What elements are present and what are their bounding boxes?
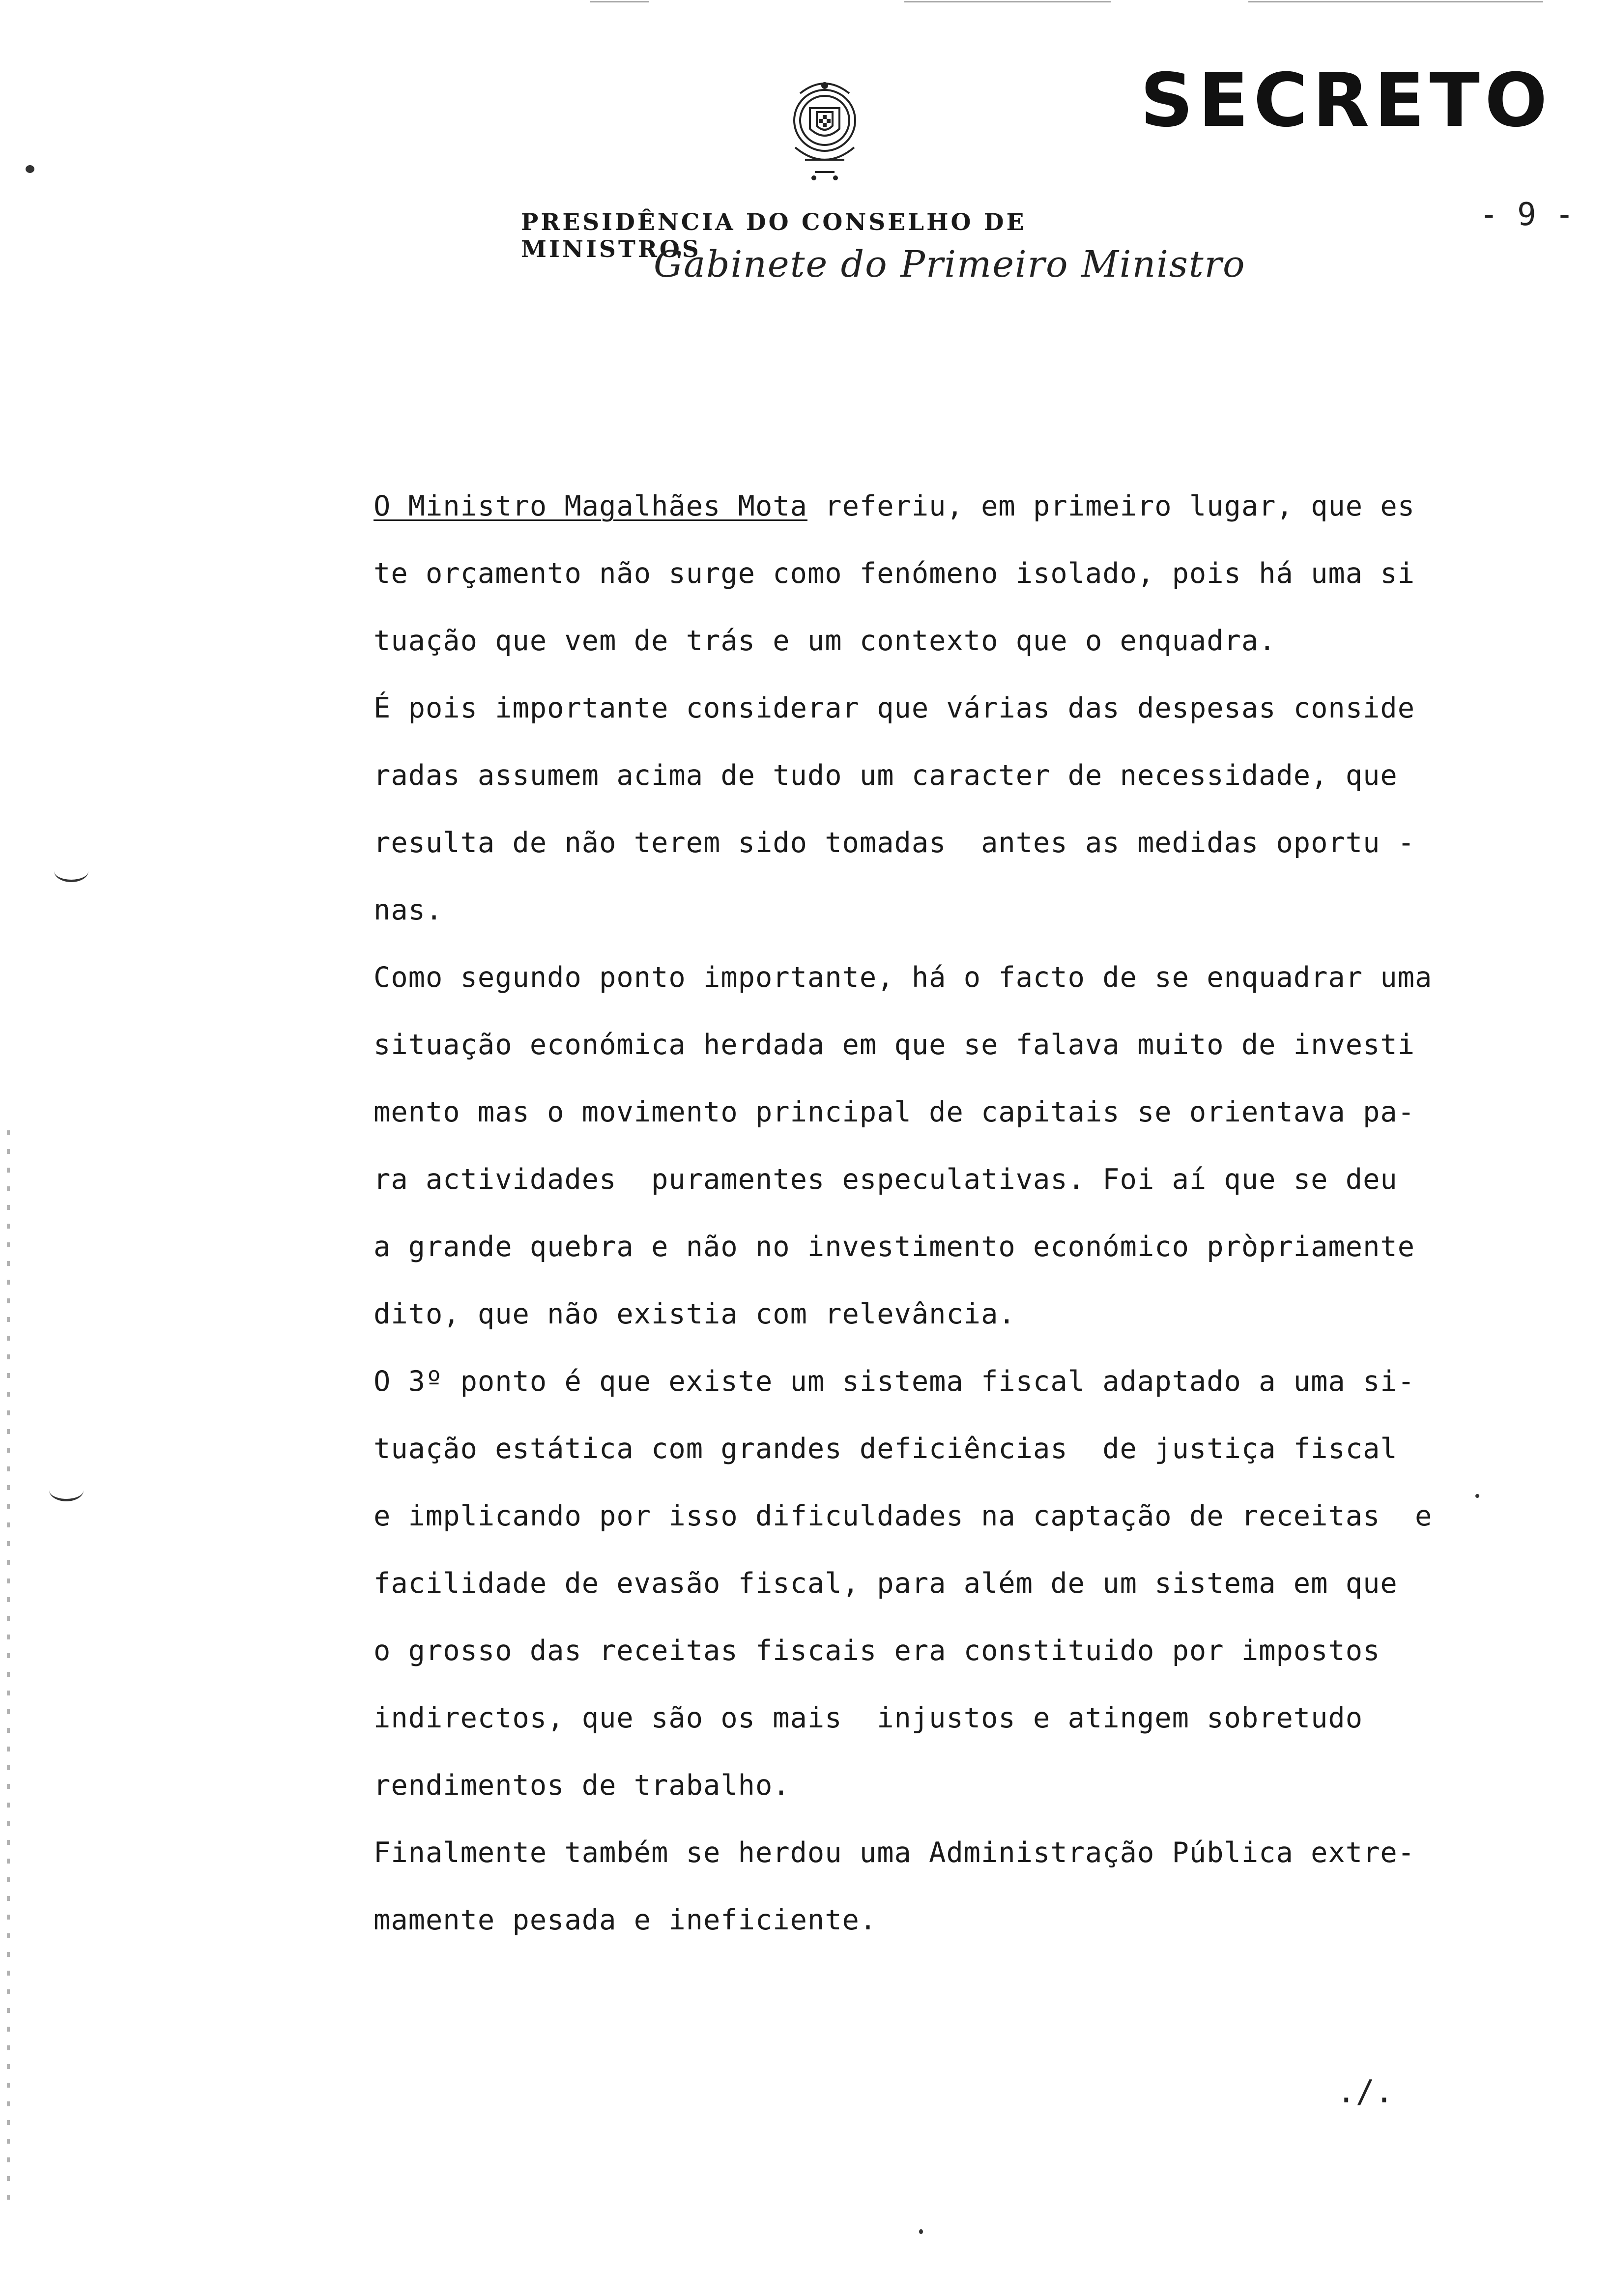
- text-line: mamente pesada e ineficiente.: [374, 1904, 877, 1936]
- scan-speck: [1475, 1494, 1479, 1498]
- text-line: indirectos, que são os mais injustos e atingem sobretudo: [374, 1702, 1363, 1734]
- scan-top-rule: [1248, 1, 1543, 2]
- scan-mark: [54, 860, 88, 882]
- text-line: radas assumem acima de tudo um caracter de necessidade, que: [374, 759, 1398, 792]
- text-line: O 3º ponto é que existe um sistema fiscal adaptado a uma si-: [374, 1365, 1415, 1398]
- office-subheading: Gabinete do Primeiro Ministro: [654, 243, 1246, 286]
- text-line-content: referiu, em primeiro lugar, que es: [807, 490, 1415, 522]
- institution-heading: PRESIDÊNCIA DO CONSELHO DE MINISTROS: [521, 209, 1027, 263]
- text-line: rendimentos de trabalho.: [374, 1769, 790, 1802]
- scan-left-edge: [7, 1130, 10, 2211]
- text-line: nas.: [374, 894, 443, 926]
- text-line: situação económica herdada em que se falava muito de investi: [374, 1029, 1415, 1061]
- text-line: Finalmente também se herdou uma Administração Pública extre-: [374, 1837, 1415, 1869]
- classification-stamp: SECRETO: [1140, 58, 1553, 144]
- speaker-name: O Ministro Magalhães Mota: [374, 490, 807, 522]
- text-line: dito, que não existia com relevância.: [374, 1298, 1016, 1330]
- text-line: tuação estática com grandes deficiências de justiça fiscal: [374, 1433, 1398, 1465]
- text-line: te orçamento não surge como fenómeno isolado, pois há uma si: [374, 557, 1415, 590]
- text-line: É pois importante considerar que várias das despesas conside: [374, 692, 1415, 724]
- text-line: a grande quebra e não no investimento económico pròpriamente: [374, 1231, 1415, 1263]
- text-line: ra actividades puramentes especulativas. Foi aí que se deu: [374, 1163, 1398, 1196]
- text-line: Como segundo ponto importante, há o facto de se enquadrar uma: [374, 961, 1433, 994]
- scan-speck: [26, 165, 34, 173]
- text-line: mento mas o movimento principal de capitais se orientava pa-: [374, 1096, 1415, 1128]
- text-line: [374, 482, 1455, 549]
- text-line: tuação que vem de trás e um contexto que o enquadra.: [374, 625, 1276, 657]
- scan-top-rule: [904, 1, 1111, 2]
- scan-speck: [919, 2229, 923, 2234]
- text-line: resulta de não terem sido tomadas antes as medidas oportu -: [374, 827, 1415, 859]
- text-line: e implicando por isso dificuldades na captação de receitas e: [374, 1500, 1433, 1532]
- text-line: facilidade de evasão fiscal, para além de um sistema em que: [374, 1567, 1398, 1600]
- continuation-mark: ./.: [1337, 2074, 1394, 2110]
- page-number: - 9 -: [1479, 197, 1574, 233]
- scan-top-rule: [590, 1, 649, 2]
- coat-of-arms-icon: [785, 74, 864, 187]
- text-line: o grosso das receitas fiscais era constituido por impostos: [374, 1635, 1381, 1667]
- body-text: [374, 482, 1455, 1963]
- scan-mark: [49, 1479, 84, 1501]
